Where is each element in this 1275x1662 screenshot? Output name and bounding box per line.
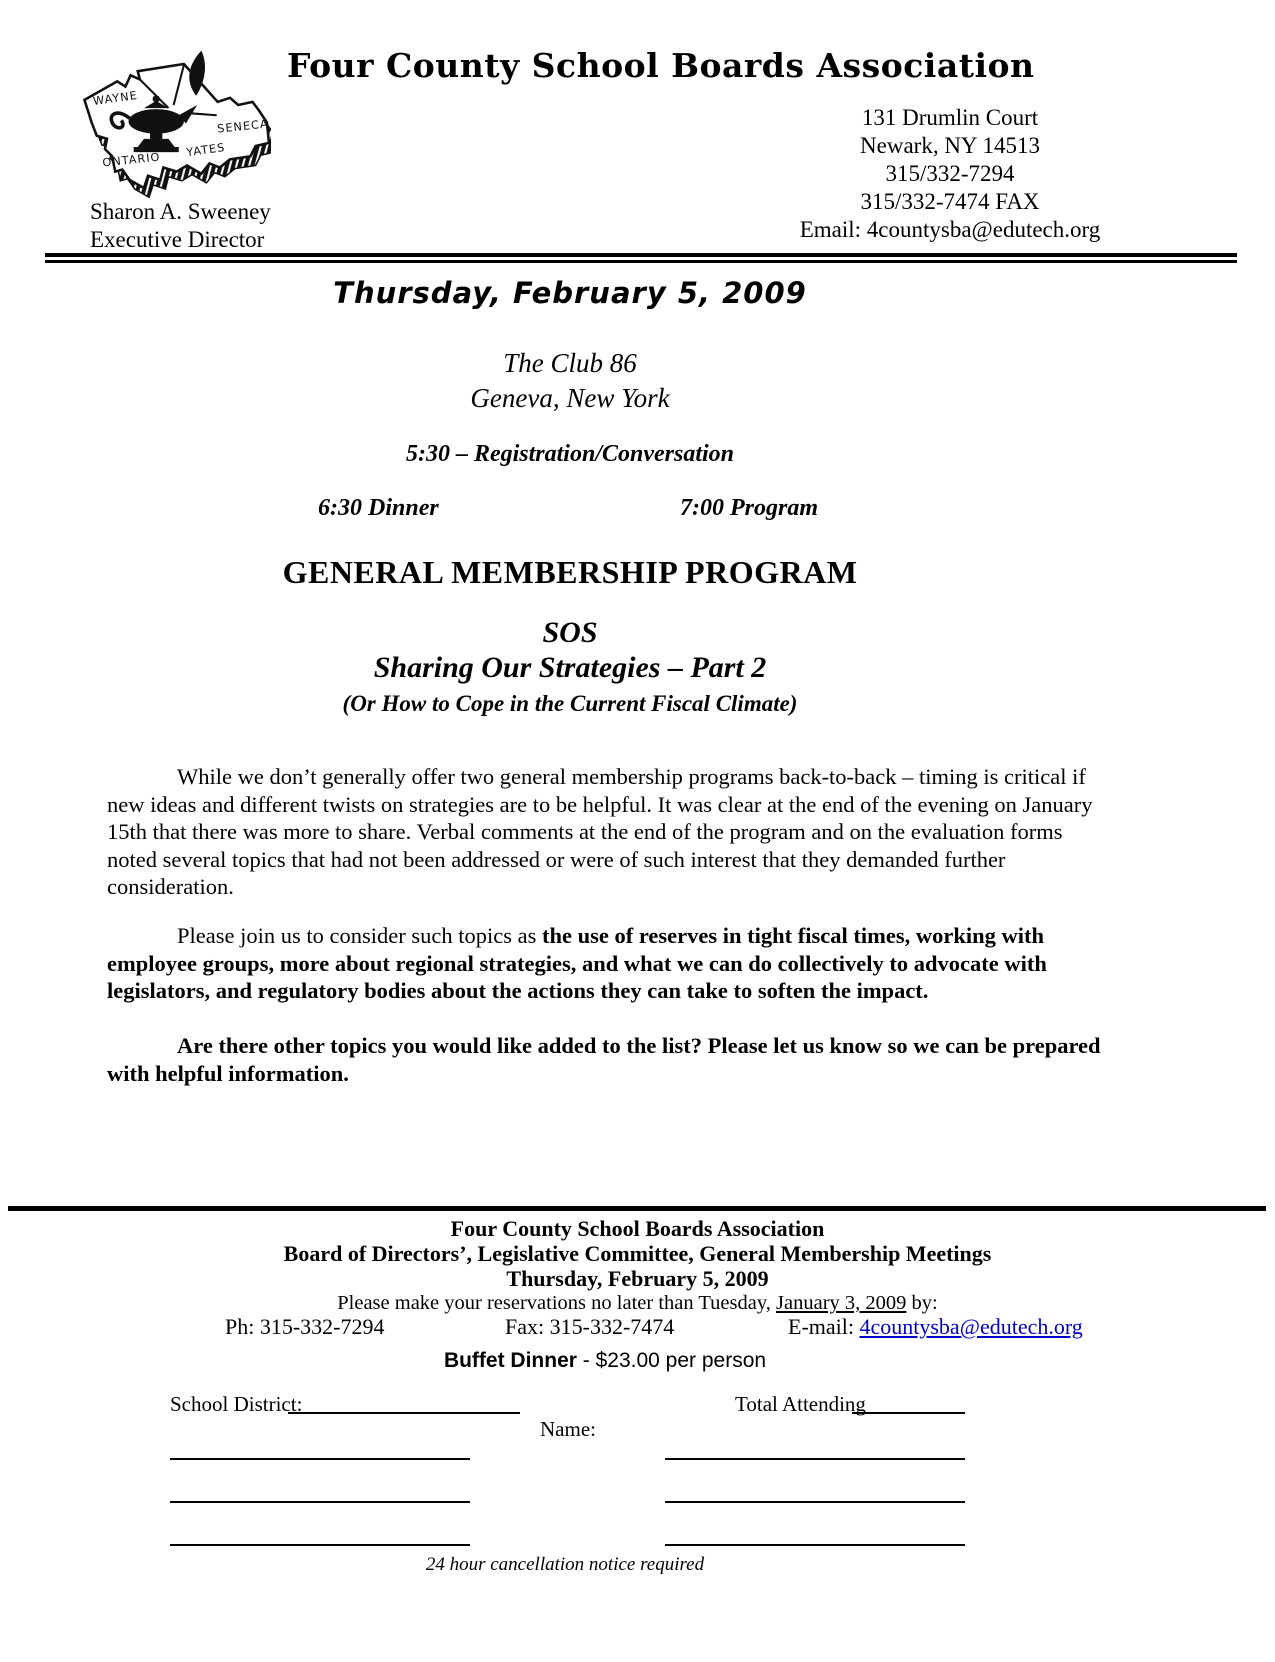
reservation-email-line — [788, 1314, 1083, 1340]
county-label-seneca: SENECA — [216, 117, 270, 136]
header-divider — [45, 253, 1237, 263]
contact-title: Executive Director — [90, 227, 265, 252]
footer-divider — [8, 1206, 1266, 1211]
address-email: Email: 4countysba@edutech.org — [799, 217, 1101, 242]
dinner-label: Buffet Dinner — [443, 1349, 577, 1372]
name-field-left-2 — [170, 1501, 470, 1503]
four-county-map-logo — [66, 48, 271, 203]
address-phone: 315/332-7294 — [885, 161, 1015, 186]
registration-time: 5:30 – Registration/Conversation — [405, 441, 735, 467]
program-acronym: SOS — [542, 616, 598, 649]
address-street: 131 Drumlin Court — [861, 105, 1039, 130]
org-title: Four County School Boards Association — [287, 46, 1035, 85]
reservation-meetings-line: Board of Directors’, Legislative Committee, General Membership Meetings — [283, 1241, 992, 1266]
body-paragraph-3: Are there other topics you would like added to the list? Please let us know so we can be prepared with helpful information. — [107, 1033, 1101, 1086]
reservation-deadline-line — [0, 1292, 1275, 1315]
program-tagline: (Or How to Cope in the Current Fiscal Climate) — [342, 691, 798, 716]
dinner-price: - $23.00 per person — [576, 1349, 767, 1372]
name-field-left-1 — [170, 1458, 470, 1460]
program-subtitle: Sharing Our Strategies – Part 2 — [373, 651, 767, 684]
name-field-right-3 — [665, 1544, 965, 1546]
dinner-price-line — [75, 1349, 1135, 1373]
name-label: Name: — [540, 1417, 596, 1441]
reservation-phone: Ph: 315-332-7294 — [225, 1314, 385, 1339]
address-block — [740, 104, 1160, 244]
dinner-time: 6:30 Dinner — [318, 495, 439, 521]
contact-block — [90, 198, 271, 254]
name-field-right-1 — [665, 1458, 965, 1460]
county-label-yates: YATES — [185, 140, 227, 160]
program-heading: GENERAL MEMBERSHIP PROGRAM — [282, 554, 858, 590]
deadline-suffix: by: — [906, 1292, 938, 1314]
address-fax: 315/332-7474 FAX — [860, 189, 1040, 214]
venue-name: The Club 86 — [503, 348, 637, 378]
venue-city: Geneva, New York — [470, 383, 670, 413]
body-paragraph-1: While we don’t generally offer two general membership programs back-to-back – timing is critical if new ideas and different twists on strategies are to be helpful. It was clear at the end of the evening on January 15th that there was more to share. Verbal comments at the end of the program and on the evaluation forms noted several topics that had not been addressed or were of such interest that they demanded further consideration. — [107, 764, 1093, 900]
body-paragraph-2 — [107, 922, 1109, 1005]
deadline-date: January 3, 2009 — [776, 1292, 907, 1314]
reservation-org-name: Four County School Boards Association — [450, 1216, 825, 1241]
county-label-ontario: ONTARIO — [101, 150, 162, 170]
county-label-wayne: WAYNE — [92, 88, 139, 108]
contact-name: Sharon A. Sweeney — [90, 199, 271, 224]
total-attending-label: Total Attending — [735, 1392, 866, 1416]
name-field-right-2 — [665, 1501, 965, 1503]
total-attending-field — [852, 1412, 965, 1414]
program-time: 7:00 Program — [680, 495, 818, 521]
paragraph-2-topics: the use of reserves in tight fiscal times, working with employee groups, more about regional strategies, and what we can do collectively to advocate with legislators, and regulatory bodies about the actions they can take to soften the impact. — [107, 923, 1047, 1004]
paragraph-2-intro: Please join us to consider such topics as — [177, 923, 542, 948]
email-label: E-mail: — [788, 1314, 860, 1339]
reservation-fax: Fax: 315-332-7474 — [505, 1314, 675, 1339]
school-district-field — [288, 1412, 520, 1414]
deadline-prefix: Please make your reservations no later than Tuesday, — [337, 1292, 777, 1314]
county-map-lamp-icon — [66, 48, 271, 203]
address-city: Newark, NY 14513 — [860, 133, 1040, 158]
email-link[interactable]: 4countysba@edutech.org — [859, 1314, 1083, 1339]
event-date-heading: Thursday, February 5, 2009 — [333, 276, 807, 310]
reservation-date: Thursday, February 5, 2009 — [506, 1266, 769, 1291]
name-field-left-3 — [170, 1544, 470, 1546]
cancellation-note: 24 hour cancellation notice required — [425, 1554, 705, 1575]
school-district-label: School District: — [170, 1392, 303, 1416]
